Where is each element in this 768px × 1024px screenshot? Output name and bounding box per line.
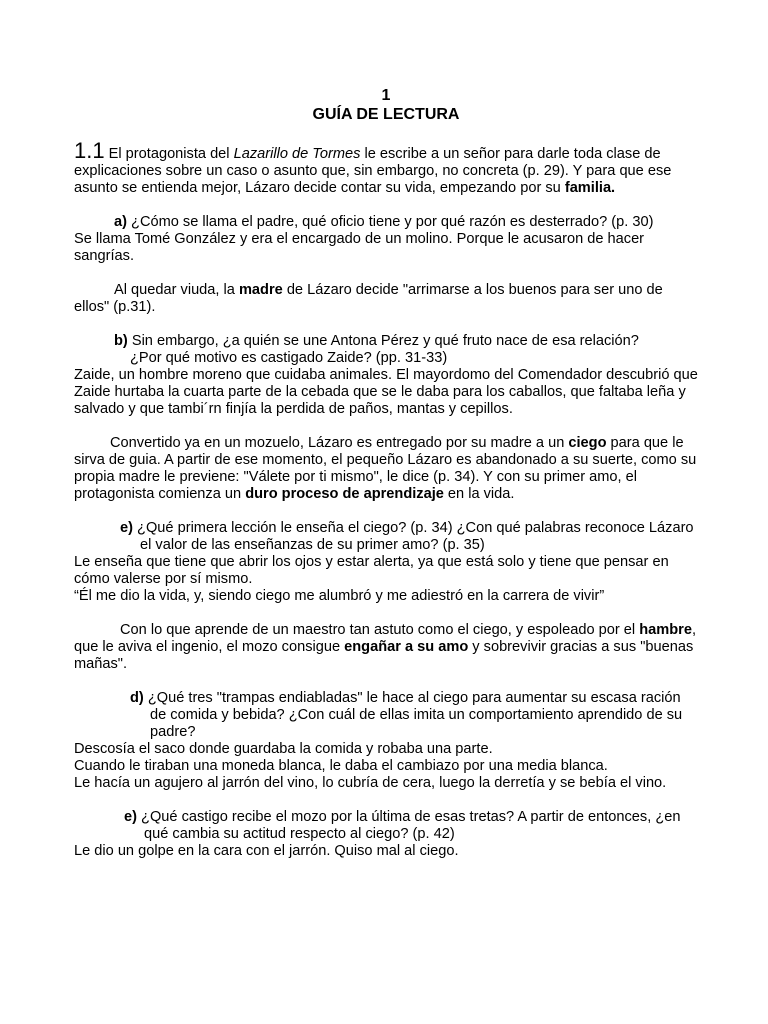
question-b-2: ¿Por qué motivo es castigado Zaide? (pp. 31-33) — [130, 350, 448, 366]
question-b: b) Sin embargo, ¿a quién se une Antona Pérez y qué fruto nace de esa relación? — [114, 333, 639, 349]
section-intro: 1.1 El protagonista del Lazarillo de Tormes le escribe a un señor para darle toda clase de explicaciones sobre un caso o asunto que, sin embargo, no concreta (p. 29). Y para que ese asunto se entienda mejor, Lázaro decide contar su vida, empezando por su familia. — [74, 138, 672, 196]
paragraph-hambre: Con lo que aprende de un maestro tan astuto como el ciego, y espoleado por el hambre, que le aviva el ingenio, el mozo consigue engañar a su amo y sobrevivir gracias a sus "buenas mañas". — [74, 622, 697, 672]
document-page — [74, 86, 698, 860]
paragraph-ciego: Convertido ya en un mozuelo, Lázaro es entregado por su madre a un ciego para que le sirva de guia. A partir de ese momento, el pequeño Lázaro es abandonado a su suerte, como su propia madre le previene: "Válete por ti mismo", le dice (p. 34). Y con su primer amo, el protagonista comienza un duro proceso de aprendizaje en la vida. — [74, 435, 697, 502]
section-number: 1.1 — [74, 138, 105, 163]
question-d: d) ¿Qué tres "trampas endiabladas" le hace al ciego para aumentar su escasa ración de comida y bebida? ¿Con cuál de ellas imita un comportamiento aprendido de su padre? — [130, 690, 683, 740]
book-title: Lazarillo de Tormes — [233, 146, 361, 162]
answer-b: Zaide, un hombre moreno que cuidaba animales. El mayordomo del Comendador descubrió que Zaide hurtaba la cuarta parte de la cebada que se le daba para los caballos, que faltaba leña y salvado y que tambi´rn finjía la perdida de paños, mantas y cepillos. — [74, 367, 698, 417]
answer-d-1: Descosía el saco donde guardaba la comida y robaba una parte. — [74, 741, 493, 757]
question-a: a) ¿Cómo se llama el padre, qué oficio tiene y por qué razón es desterrado? (p. 30) — [114, 214, 654, 230]
answer-d-2: Cuando le tiraban una moneda blanca, le daba el cambiazo por una media blanca. — [74, 758, 608, 774]
answer-a: Se llama Tomé González y era el encargado de un molino. Porque le acusaron de hacer sangrías. — [74, 231, 645, 264]
answer-e2: Le dio un golpe en la cara con el jarrón. Quiso mal al ciego. — [74, 843, 459, 859]
question-e1: e) ¿Qué primera lección le enseña el ciego? (p. 34) ¿Con qué palabras reconoce Lázaro el valor de las enseñanzas de su primer amo? (p. 35) — [120, 520, 694, 553]
question-e2: e) ¿Qué castigo recibe el mozo por la última de esas tretas? A partir de entonces, ¿en qué cambia su actitud respecto al ciego? (p. 42) — [124, 809, 681, 842]
answer-d-3: Le hacía un agujero al jarrón del vino, lo cubría de cera, luego la derretía y se bebía el vino. — [74, 775, 667, 791]
answer-e1: Le enseña que tiene que abrir los ojos y estar alerta, ya que está solo y tiene que pensar en cómo valerse por sí mismo. — [74, 554, 669, 587]
quote-e1: “Él me dio la vida, y, siendo ciego me alumbró y me adiestró en la carrera de vivir” — [74, 588, 605, 604]
chapter-number: 1 — [381, 87, 391, 104]
paragraph-madre: Al quedar viuda, la madre de Lázaro decide "arrimarse a los buenos para ser uno de ellos" (p.31). — [74, 282, 663, 315]
page-title: GUÍA DE LECTURA — [312, 106, 460, 123]
